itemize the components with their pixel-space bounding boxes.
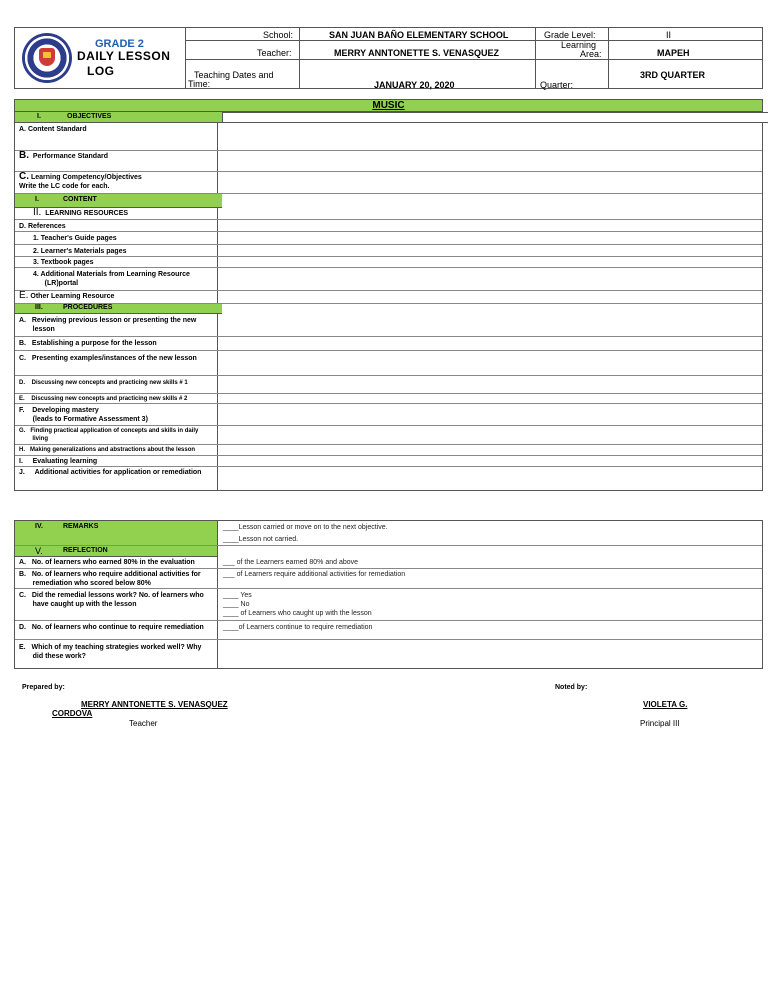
dates-value: JANUARY 20, 2020 xyxy=(374,80,455,90)
dates-label-line1: Teaching Dates and xyxy=(194,70,274,80)
quarter-value: 3RD QUARTER xyxy=(640,70,706,80)
row-learning-competency: C. Learning Competency/Objectives Write the LC code for each. xyxy=(15,172,762,194)
learning-area-label-line2: Area: xyxy=(580,49,602,59)
logo-cell xyxy=(15,28,186,88)
row-learners-materials: 2. Learner's Materials pages xyxy=(15,245,762,257)
row-references: D. References xyxy=(15,220,762,232)
subject-title: MUSIC xyxy=(15,100,762,112)
teacher-label: Teacher: xyxy=(257,48,292,58)
objectives-header: I. OBJECTIVES xyxy=(15,112,222,123)
row-other-resource: E. Other Learning Resource xyxy=(15,291,762,304)
row-teachers-guide: 1. Teacher's Guide pages xyxy=(15,232,762,245)
noted-by-label: Noted by: xyxy=(555,684,588,691)
row-proc-b: B. Establishing a purpose for the lesson xyxy=(15,337,762,351)
row-textbook-pages: 3. Textbook pages xyxy=(15,257,762,268)
row-proc-a: A. Reviewing previous lesson or presenting the new lesson xyxy=(15,314,762,337)
row-proc-h: H. Making generalizations and abstractions about the lesson xyxy=(15,445,762,456)
principal-signature-name-line2: CORDOVA xyxy=(52,709,93,718)
remark-not-carried: ____Lesson not carried. xyxy=(223,536,299,543)
row-proc-g: G. Finding practical application of concepts and skills in daily living xyxy=(15,426,762,445)
dll-title-line1: DAILY LESSON xyxy=(77,49,171,63)
header-table xyxy=(14,27,763,89)
learning-area-label-line1: Learning xyxy=(561,40,597,50)
row-reflection-b: B. No. of learners who require additional activities for remediation who scored below 80% ___ of Learners require additional activities for remediation xyxy=(15,569,762,589)
remarks-header: IV. REMARKS xyxy=(15,521,217,545)
principal-role: Principal III xyxy=(640,719,680,728)
learning-area-value: MAPEH xyxy=(657,48,690,58)
row-reflection-d: D. No. of learners who continue to require remediation ____of Learners continue to require remediation xyxy=(15,621,762,640)
row-reflection-a: A. No. of learners who earned 80% in the evaluation ___ of the Learners earned 80% and above xyxy=(15,557,762,569)
row-proc-j: J. Additional activities for application or remediation xyxy=(19,469,202,476)
row-reflection-c: C. Did the remedial lessons work? No. of learners who have caught up with the lesson ____ Yes ____ No ____ of Learners who caught up with the lesson xyxy=(15,589,762,621)
row-proc-i: I. Evaluating learning xyxy=(15,456,762,467)
remark-carried: ____Lesson carried or move on to the next objective. xyxy=(223,524,388,531)
teacher-value: MERRY ANNTONETTE S. VENASQUEZ xyxy=(334,48,500,58)
teacher-signature-name: MERRY ANNTONETTE S. VENASQUEZ xyxy=(81,700,228,709)
quarter-label: Quarter: xyxy=(540,80,574,90)
row-reflection-e: E. Which of my teaching strategies worked well? Why did these work? xyxy=(19,644,202,660)
row-additional-materials: 4. Additional Materials from Learning Resource (LR)portal xyxy=(15,268,762,291)
prepared-by-label: Prepared by: xyxy=(22,684,65,691)
teacher-role: Teacher xyxy=(129,719,158,728)
grade-level-label: Grade Level: xyxy=(544,30,596,40)
row-content-standard: A. Content Standard xyxy=(15,123,762,151)
grade-title: GRADE 2 xyxy=(95,38,144,50)
deped-seal-icon xyxy=(22,33,72,83)
row-performance-standard: B. Performance Standard xyxy=(15,151,762,172)
content-header: I. CONTENT xyxy=(15,194,222,208)
remarks-table xyxy=(14,520,763,669)
grade-level-value: II xyxy=(666,30,672,40)
procedures-header: III. PROCEDURES xyxy=(15,304,222,314)
row-proc-d: D. Discussing new concepts and practicing new skills # 1 xyxy=(15,376,762,394)
school-label: School: xyxy=(263,30,294,40)
principal-signature-name-line1: VIOLETA G. xyxy=(643,700,688,709)
reflection-header: V. REFLECTION xyxy=(15,546,217,557)
lesson-table xyxy=(14,99,763,491)
dates-label-line2: Time: xyxy=(188,79,211,89)
school-value: SAN JUAN BAÑO ELEMENTARY SCHOOL xyxy=(329,30,509,40)
row-proc-c: C. Presenting examples/instances of the new lesson xyxy=(15,351,762,376)
row-proc-f: F. Developing mastery (leads to Formative Assessment 3) xyxy=(15,404,762,426)
row-proc-e: E. Discussing new concepts and practicing new skills # 2 xyxy=(15,394,762,404)
dll-title-line2: LOG xyxy=(87,64,115,78)
row-learning-resources: II. LEARNING RESOURCES xyxy=(15,208,762,220)
